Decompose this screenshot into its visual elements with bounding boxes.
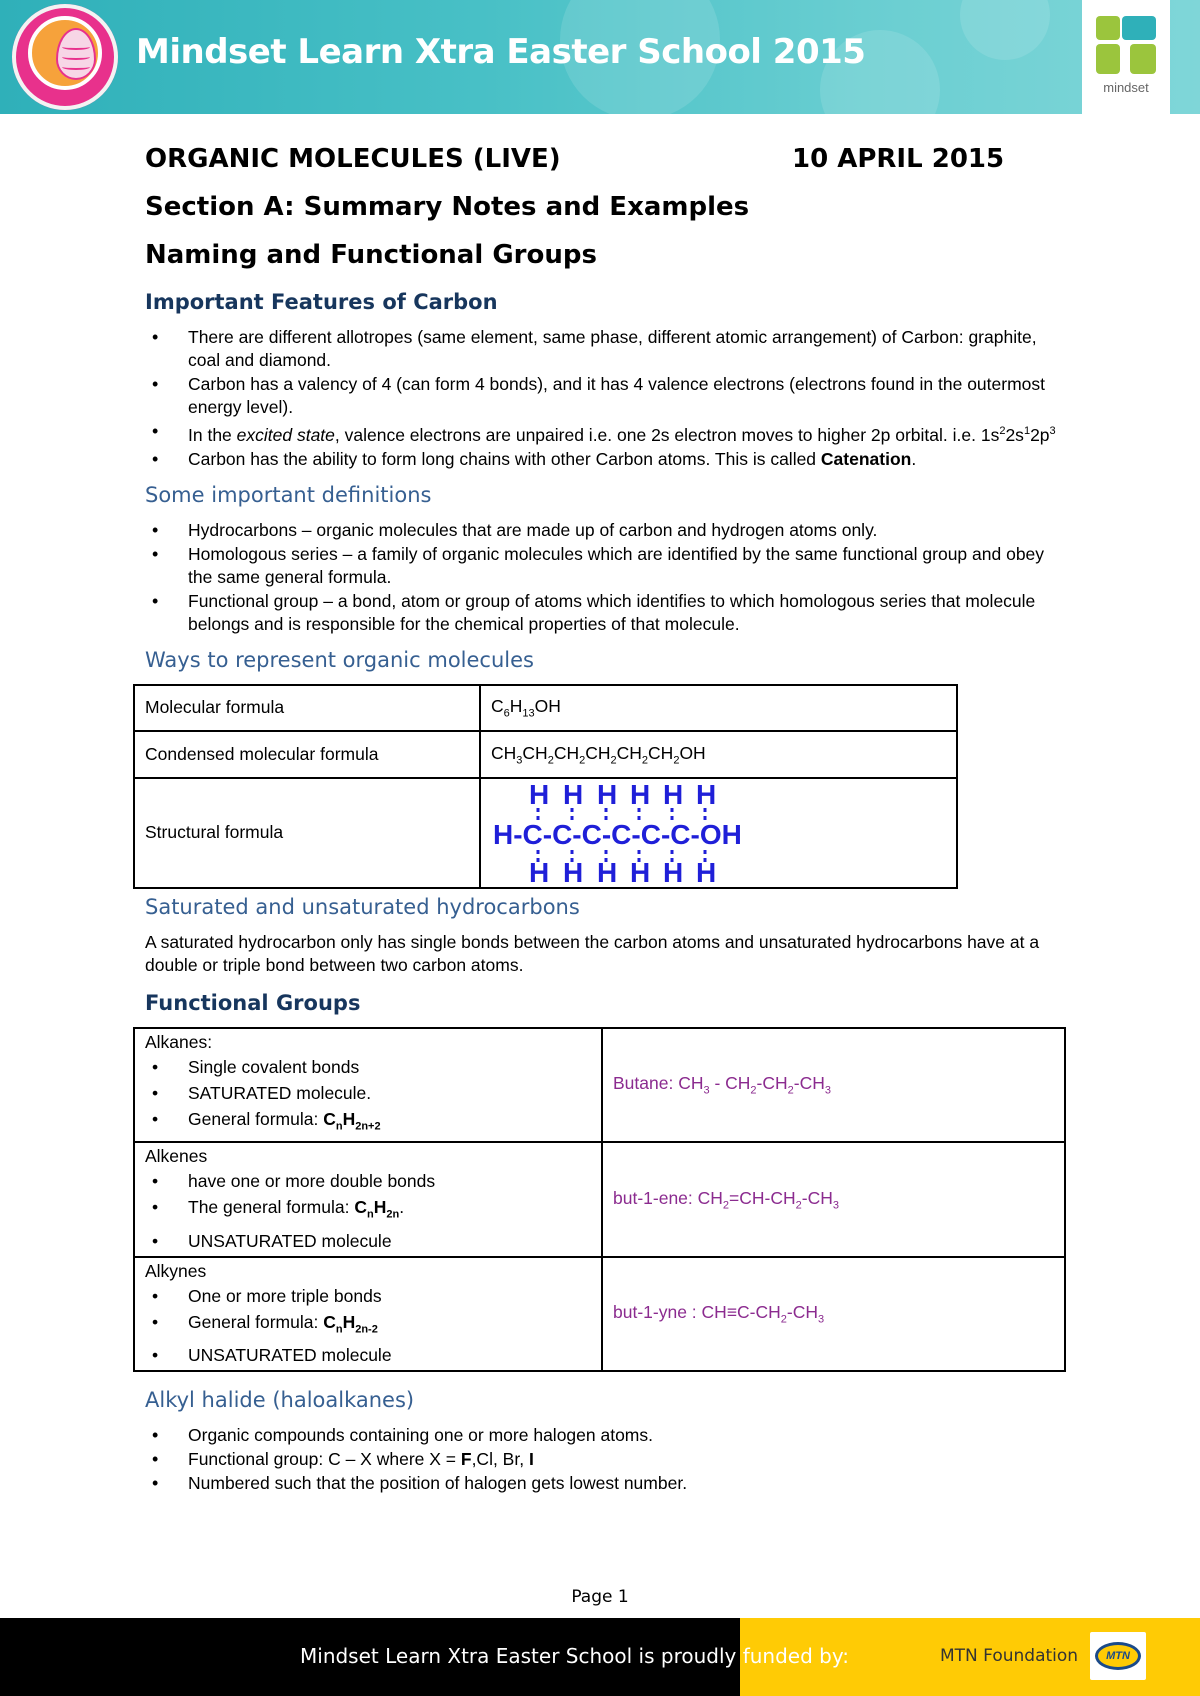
alkyl-list bbox=[145, 1424, 1065, 1495]
list-item: • Organic compounds containing one or more halogen atoms. bbox=[145, 1424, 1065, 1447]
alkanes-cell bbox=[134, 1028, 602, 1143]
structural-formula-cell bbox=[480, 778, 957, 888]
table-cell-label: Molecular formula bbox=[134, 685, 480, 731]
alkynes-list bbox=[145, 1283, 591, 1369]
page-number: Page 1 bbox=[571, 1587, 629, 1607]
document-title: ORGANIC MOLECULES (LIVE) bbox=[145, 144, 561, 174]
alkenes-list bbox=[145, 1168, 591, 1254]
list-item: • UNSATURATED molecule bbox=[145, 1228, 591, 1254]
list-item: • In the excited state, valence electrons are unpaired i.e. one 2s electron moves to higher 2p orbital. i.e. $1s^22s^12p^3$ bbox=[145, 420, 1065, 447]
section-heading: Section A: Summary Notes and Examples bbox=[145, 192, 750, 222]
title-row bbox=[145, 144, 1065, 184]
condensed-formula: $CH_3CH_2CH_2CH_2CH_2CH_2OH$ bbox=[480, 731, 957, 778]
functional-heading: Functional Groups bbox=[145, 990, 361, 1015]
list-item: • UNSATURATED molecule bbox=[145, 1342, 591, 1368]
document-date: 10 APRIL 2015 bbox=[792, 144, 1005, 174]
sponsor-name: MTN Foundation bbox=[940, 1646, 1079, 1666]
subtitle-heading: Naming and Functional Groups bbox=[145, 240, 597, 270]
list-item: • Single covalent bonds bbox=[145, 1054, 591, 1080]
mindset-logo bbox=[1082, 0, 1170, 114]
structural-formula-diagram bbox=[491, 780, 791, 886]
group-name: Alkynes bbox=[145, 1260, 207, 1281]
logo-block bbox=[1130, 44, 1156, 74]
list-item: • Carbon has the ability to form long chains with other Carbon atoms. This is called Catenation. bbox=[145, 448, 1065, 471]
mtn-logo-oval: MTN bbox=[1095, 1642, 1141, 1670]
list-item: • have one or more double bonds bbox=[145, 1168, 591, 1194]
list-item: • One or more triple bonds bbox=[145, 1283, 591, 1309]
representation-table bbox=[133, 684, 958, 889]
list-item: • Functional group – a bond, atom or group of atoms which identifies to which homologous series that molecule belongs and is responsible for the chemical properties of that molecule. bbox=[145, 590, 1065, 636]
easter-egg-badge-icon bbox=[12, 4, 118, 110]
list-item: • Numbered such that the position of halogen gets lowest number. bbox=[145, 1472, 1065, 1495]
logo-block bbox=[1096, 16, 1120, 40]
carbon-list bbox=[145, 326, 1065, 471]
list-item: • Homologous series – a family of organic molecules which are identified by the same functional group and obey the same general formula. bbox=[145, 543, 1065, 589]
table-row bbox=[134, 1028, 1065, 1143]
carbon-chain: H-C-C-C-C-C-C-OH bbox=[493, 818, 742, 850]
saturated-text: A saturated hydrocarbon only has single bonds between the carbon atoms and unsaturated hydrocarbons have at a double or triple bond between two carbon atoms. bbox=[145, 931, 1040, 975]
top-h: H bbox=[663, 779, 684, 810]
molecular-formula: $C_6H_{13}OH$ bbox=[480, 685, 957, 731]
represent-heading: Ways to represent organic molecules bbox=[145, 647, 534, 672]
table-row bbox=[134, 1257, 1065, 1372]
logo-text: mindset bbox=[1103, 80, 1149, 95]
list-item: • General formula: $C_nH_{2n-2}$ bbox=[145, 1309, 591, 1343]
egg-wave bbox=[62, 44, 90, 50]
table-cell-label: Condensed molecular formula bbox=[134, 731, 480, 778]
alkenes-example: but-1-ene: $CH_2=CH-CH_2-CH_3$ bbox=[602, 1142, 1065, 1257]
alkanes-list bbox=[145, 1054, 591, 1140]
logo-block bbox=[1096, 44, 1120, 74]
alkanes-example: Butane: $CH_3 - CH_2-CH_2-CH_3$ bbox=[602, 1028, 1065, 1143]
list-item: • The general formula: $C_nH_{2n}$. bbox=[145, 1194, 591, 1228]
footer-banner bbox=[0, 1618, 1200, 1696]
top-h: H bbox=[597, 779, 618, 810]
definitions-list bbox=[145, 519, 1065, 636]
group-name: Alkanes: bbox=[145, 1031, 213, 1052]
bottom-h: H bbox=[663, 856, 684, 886]
bottom-h: H bbox=[597, 856, 618, 886]
functional-groups-table bbox=[133, 1027, 1066, 1373]
list-item: • Carbon has a valency of 4 (can form 4 bonds), and it has 4 valence electrons (electrons found in the outermost energy level). bbox=[145, 373, 1065, 419]
list-item: • Hydrocarbons – organic molecules that are made up of carbon and hydrogen atoms only. bbox=[145, 519, 1065, 542]
table-row bbox=[134, 1142, 1065, 1257]
alkynes-example: but-1-yne : $CH\equiv C-CH_2-CH_3$ bbox=[602, 1257, 1065, 1372]
egg-wave bbox=[62, 54, 90, 60]
carbon-heading: Important Features of Carbon bbox=[145, 290, 498, 314]
bottom-h: H bbox=[563, 856, 584, 886]
bottom-h: H bbox=[696, 856, 717, 886]
top-h: H bbox=[696, 779, 717, 810]
definitions-heading: Some important definitions bbox=[145, 482, 432, 507]
footer-text: Mindset Learn Xtra Easter School is proudly funded by: bbox=[300, 1644, 849, 1668]
banner-decoration bbox=[960, 0, 1050, 60]
alkenes-cell bbox=[134, 1142, 602, 1257]
bottom-h: H bbox=[529, 856, 550, 886]
header-title: Mindset Learn Xtra Easter School 2015 bbox=[136, 32, 866, 72]
top-h: H bbox=[529, 779, 550, 810]
table-row bbox=[134, 685, 957, 731]
table-row bbox=[134, 778, 957, 888]
logo-block bbox=[1122, 16, 1156, 40]
header-banner bbox=[0, 0, 1200, 114]
bottom-h: H bbox=[630, 856, 651, 886]
hexanol-structure bbox=[493, 780, 742, 886]
document-body bbox=[145, 144, 1065, 1507]
top-h: H bbox=[563, 779, 584, 810]
list-item: • Functional group: C – X where X = F,Cl, Br, I bbox=[145, 1448, 1065, 1471]
egg-wave bbox=[62, 64, 90, 70]
saturated-heading: Saturated and unsaturated hydrocarbons bbox=[145, 894, 580, 919]
list-item: • SATURATED molecule. bbox=[145, 1080, 591, 1106]
table-row bbox=[134, 731, 957, 778]
alkynes-cell bbox=[134, 1257, 602, 1372]
table-cell-label: Structural formula bbox=[134, 778, 480, 888]
group-name: Alkenes bbox=[145, 1146, 208, 1167]
alkyl-heading: Alkyl halide (haloalkanes) bbox=[145, 1388, 415, 1413]
list-item: • General formula: $C_nH_{2n+2}$ bbox=[145, 1106, 591, 1140]
mtn-logo bbox=[1090, 1632, 1146, 1680]
top-h: H bbox=[630, 779, 651, 810]
list-item: • There are different allotropes (same element, same phase, different atomic arrangement) of Carbon: graphite, coal and diamond. bbox=[145, 326, 1065, 372]
